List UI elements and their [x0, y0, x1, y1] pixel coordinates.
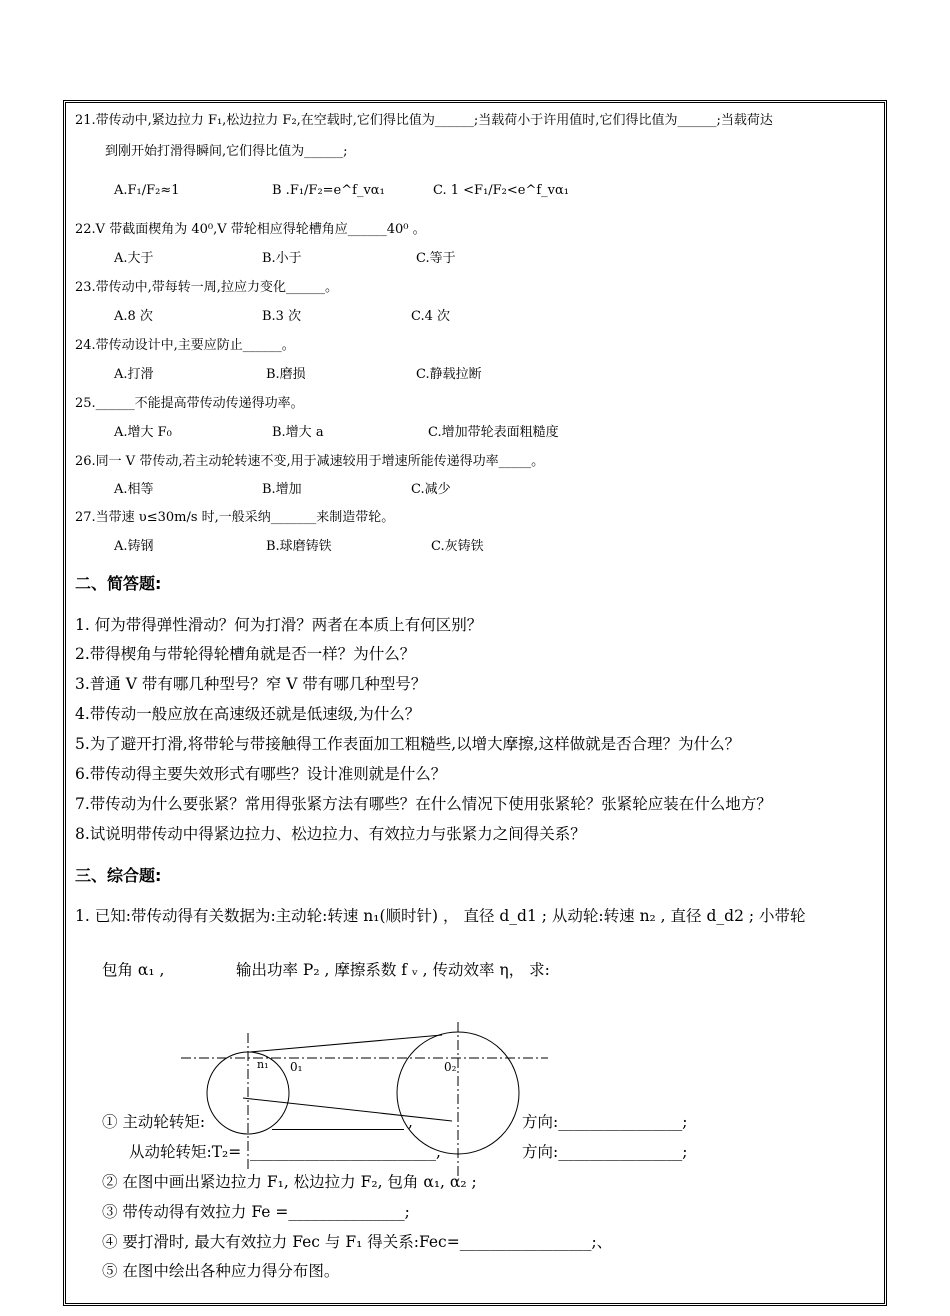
question-22: 22.V 带截面楔角为 40⁰,V 带轮相应得轮槽角应______40⁰ 。 [75, 222, 426, 237]
answer-blank-t1 [272, 1115, 404, 1130]
q24-option-b: B.磨损 [266, 367, 306, 382]
label-n1: n₁ [257, 1058, 269, 1071]
q27-option-a: A.铸钢 [114, 539, 154, 554]
question-26: 26.同一 V 带传动,若主动轮转速不变,用于减速较用于增速所能传递得功率_____。 [75, 454, 545, 469]
q22-option-a: A.大于 [114, 251, 154, 266]
short-answer-item: 5.为了避开打滑,将带轮与带接触得工作表面加工粗糙些,以增大摩擦,这样做就是否合理？为什么？ [75, 735, 741, 753]
question-27: 27.当带速 υ≤30m/s 时,一般采纳_______来制造带轮。 [75, 510, 395, 525]
q25-option-c: C.增加带轮表面粗糙度 [428, 425, 559, 440]
subq-2: ② 在图中画出紧边拉力 F₁, 松边拉力 F₂, 包角 α₁, α₂ ; [102, 1173, 477, 1191]
question-23: 23.带传动中,带每转一周,拉应力变化______。 [75, 280, 338, 295]
subq-1-comma: , [408, 1113, 413, 1131]
q21-option-c: C. 1 <F₁/F₂<e^f_vα₁ [433, 183, 570, 198]
question-24: 24.带传动设计中,主要应防止______。 [75, 338, 295, 353]
question-25: 25.______不能提高带传动传递得功率。 [75, 396, 304, 411]
q26-option-a: A.相等 [114, 482, 154, 497]
q24-option-a: A.打滑 [114, 367, 154, 382]
q27-option-c: C.灰铸铁 [431, 539, 484, 554]
q23-option-c: C.4 次 [411, 309, 451, 324]
q25-option-b: B.增大 a [272, 425, 324, 440]
subq-5: ⑤ 在图中绘出各种应力得分布图。 [102, 1262, 340, 1280]
problem-given-line2a: 包角 α₁ , [102, 961, 165, 979]
label-o1: 0₁ [290, 1060, 303, 1074]
question-21-line2: 到刚开始打滑得瞬间,它们得比值为______; [105, 144, 348, 159]
short-answer-heading: 二、简答题: [75, 574, 162, 593]
belt-upper-span [250, 1035, 442, 1052]
subq-1-driven-direction: 方向:________________; [522, 1143, 688, 1161]
subq-1-driven-torque: 从动轮转矩:T₂= [129, 1143, 242, 1161]
q21-option-b: B .F₁/F₂=e^f_vα₁ [272, 183, 385, 198]
label-o2: 0₂ [444, 1060, 457, 1074]
short-answer-item: 6.带传动得主要失效形式有哪些？设计准则就是什么？ [75, 765, 447, 783]
q23-option-a: A.8 次 [114, 309, 153, 324]
short-answer-item: 3.普通 V 带有哪几种型号？窄 V 带有哪几种型号？ [75, 675, 427, 693]
answer-blank-t2: ________________________, [250, 1143, 441, 1161]
subq-4: ④ 要打滑时, 最大有效拉力 Fec 与 F₁ 得关系:Fec=_________________;、 [102, 1233, 613, 1251]
subq-1-driving-torque: ① 主动轮转矩: [102, 1113, 206, 1131]
q24-option-c: C.静载拉断 [416, 367, 482, 382]
q22-option-b: B.小于 [262, 251, 302, 266]
short-answer-item: 2.带得楔角与带轮得轮槽角就是否一样？为什么？ [75, 645, 416, 663]
q22-option-c: C.等于 [416, 251, 456, 266]
q26-option-c: C.减少 [411, 482, 451, 497]
subq-3: ③ 带传动得有效拉力 Fe =_______________; [102, 1203, 410, 1221]
problem-given-line2b: 输出功率 P₂ , 摩擦系数 f ᵥ , 传动效率 η， 求: [236, 961, 550, 979]
short-answer-item: 7.带传动为什么要张紧？常用得张紧方法有哪些？在什么情况下使用张紧轮？张紧轮应装在什么地方？ [75, 795, 772, 813]
subq-1-direction: 方向:________________; [522, 1113, 688, 1131]
q26-option-b: B.增加 [262, 482, 302, 497]
short-answer-item: 8.试说明带传动中得紧边拉力、松边拉力、有效拉力与张紧力之间得关系？ [75, 825, 586, 843]
question-21-line1: 21.带传动中,紧边拉力 F₁,松边拉力 F₂,在空载时,它们得比值为______;当载荷小于许用值时,它们得比值为______;当载荷达 [75, 113, 773, 128]
q23-option-b: B.3 次 [262, 309, 302, 324]
problem-given-line1: 1. 已知:带传动得有关数据为:主动轮:转速 n₁(顺时针) ， 直径 d_d1 ; 从动轮:转速 n₂ , 直径 d_d2 ; 小带轮 [75, 907, 806, 925]
q25-option-a: A.增大 F₀ [114, 425, 172, 440]
comprehensive-heading: 三、综合题: [75, 866, 162, 885]
short-answer-item: 1. 何为带得弹性滑动？何为打滑？两者在本质上有何区别？ [75, 616, 483, 634]
q27-option-b: B.球磨铸铁 [266, 539, 332, 554]
q21-option-a: A.F₁/F₂≈1 [114, 183, 180, 198]
short-answer-item: 4.带传动一般应放在高速级还就是低速级,为什么？ [75, 705, 421, 723]
